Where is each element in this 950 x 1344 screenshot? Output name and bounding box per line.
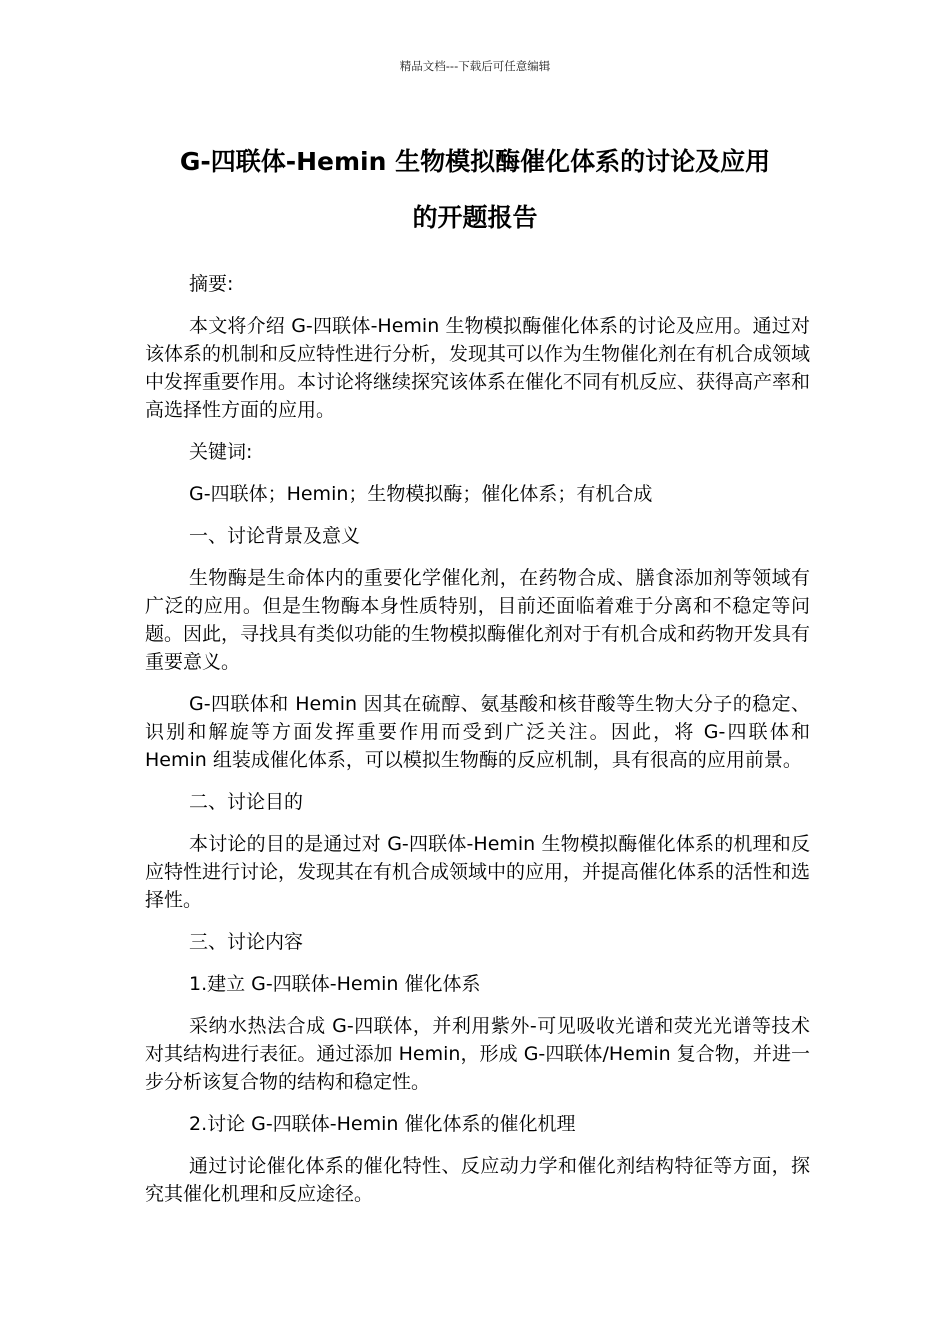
keywords-heading: 关键词: [189, 441, 253, 463]
section-heading-purpose: 二、讨论目的 [189, 791, 304, 813]
title-line-1: G-四联体-Hemin 生物模拟酶催化体系的讨论及应用 [179, 147, 771, 176]
title-line-2: 的开题报告 [412, 203, 538, 232]
section-heading-content: 三、讨论内容 [189, 931, 304, 953]
abstract-heading: 摘要: [189, 273, 234, 295]
body-paragraph: G-四联体和 Hemin 因其在硫醇、氨基酸和核苷酸等生物大分子的稳定、识别和解旋等方面发挥重要作用而受到广泛关注。因此，将 G-四联体和 Hemin 组装成催化体系，可以模拟生物酶的反应机制，具有很高的应用前景。 [145, 693, 810, 771]
body-paragraph: 本讨论的目的是通过对 G-四联体-Hemin 生物模拟酶催化体系的机理和反应特性进行讨论，发现其在有机合成领域中的应用，并提高催化体系的活性和选择性。 [145, 833, 811, 911]
abstract-paragraph: 本文将介绍 G-四联体-Hemin 生物模拟酶催化体系的讨论及应用。通过对该体系的机制和反应特性进行分析，发现其可以作为生物催化剂在有机合成领域中发挥重要作用。本讨论将继续探究该体系在催化不同有机反应、获得高产率和高选择性方面的应用。 [145, 315, 811, 421]
keywords-list: G-四联体；Hemin；生物模拟酶；催化体系；有机合成 [189, 483, 653, 505]
section-heading-background: 一、讨论背景及意义 [189, 525, 361, 547]
body-paragraph: 通过讨论催化体系的催化特性、反应动力学和催化剂结构特征等方面，探究其催化机理和反应途径。 [145, 1155, 810, 1205]
page-header: 精品文档---下载后可任意编辑 [399, 59, 551, 73]
document-title [110, 134, 840, 246]
subsection-heading-2: 2.讨论 G-四联体-Hemin 催化体系的催化机理 [189, 1113, 576, 1135]
body-paragraph: 生物酶是生命体内的重要化学催化剂，在药物合成、膳食添加剂等领域有广泛的应用。但是生物酶本身性质特别，目前还面临着难于分离和不稳定等问题。因此，寻找具有类似功能的生物模拟酶催化剂对于有机合成和药物开发具有重要意义。 [145, 567, 811, 673]
subsection-heading-1: 1.建立 G-四联体-Hemin 催化体系 [189, 973, 481, 995]
document-body [145, 270, 810, 1222]
body-paragraph: 采纳水热法合成 G-四联体，并利用紫外-可见吸收光谱和荧光光谱等技术对其结构进行表征。通过添加 Hemin，形成 G-四联体/Hemin 复合物，并进一步分析该复合物的结构和稳定性。 [145, 1015, 810, 1093]
